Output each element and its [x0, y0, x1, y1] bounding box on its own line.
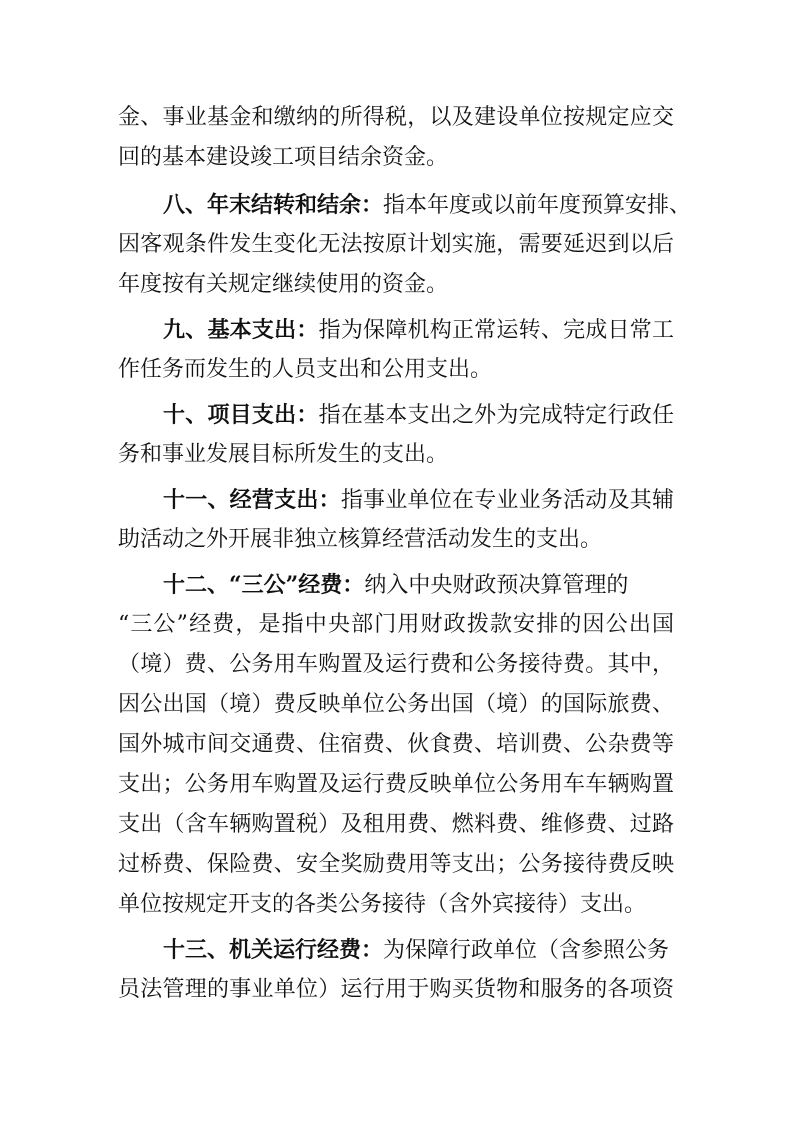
paragraph-text: 为保障行政单位（含参照公务 — [383, 938, 670, 963]
body-text-line — [118, 651, 674, 679]
body-text-line — [118, 771, 674, 799]
paragraph-text: 国外城市间交通费、住宿费、伙食费、培训费、公杂费等 — [118, 732, 674, 757]
body-text-line — [118, 691, 674, 719]
section-heading-line — [163, 571, 674, 599]
paragraph-text: 指在基本支出之外为完成特定行政任 — [318, 403, 674, 428]
body-text-line — [118, 441, 674, 469]
paragraph-text: 作任务而发生的人员支出和公用支出。 — [118, 357, 493, 382]
section-heading: 九、基本支出： — [163, 317, 319, 343]
paragraph-text: 员法管理的事业单位）运行用于购买货物和服务的各项资 — [118, 977, 674, 1002]
body-text-line — [118, 611, 674, 639]
section-heading: 十三、机关运行经费： — [163, 937, 384, 963]
body-text-line — [118, 271, 674, 299]
paragraph-text: 支出（含车辆购置税）及租用费、燃料费、维修费、过路 — [118, 812, 674, 837]
body-text-line — [118, 104, 674, 132]
body-text-line — [118, 144, 674, 172]
section-heading-line — [163, 191, 692, 219]
paragraph-text: “三公”经费，是指中央部门用财政拨款安排的因公出国 — [118, 612, 674, 637]
paragraph-text: 支出；公务用车购置及运行费反映单位公务用车车辆购置 — [118, 772, 674, 797]
section-heading-line — [163, 401, 674, 429]
paragraph-text: 单位按规定开支的各类公务接待（含外宾接待）支出。 — [118, 892, 647, 917]
body-text-line — [118, 811, 674, 839]
body-text-line — [118, 891, 674, 919]
paragraph-text: （境）费、公务用车购置及运行费和公务接待费。其中， — [118, 652, 674, 677]
paragraph-text: 纳入中央财政预决算管理的 — [364, 573, 629, 598]
paragraph-text: 指事业单位在专业业务活动及其辅 — [340, 488, 674, 513]
body-text-line — [118, 851, 674, 879]
paragraph-text: 金、事业基金和缴纳的所得税，以及建设单位按规定应交 — [118, 105, 674, 130]
section-heading: 十二、“三公”经费： — [163, 572, 365, 598]
paragraph-text: 务和事业发展目标所发生的支出。 — [118, 442, 449, 467]
section-heading: 十、项目支出： — [163, 402, 319, 428]
paragraph-text: 过桥费、保险费、安全奖励费用等支出；公务接待费反映 — [118, 852, 674, 877]
paragraph-text: 因客观条件发生变化无法按原计划实施，需要延迟到以后 — [118, 232, 674, 257]
section-heading-line — [163, 316, 674, 344]
paragraph-text: 指为保障机构正常运转、完成日常工 — [318, 318, 674, 343]
paragraph-text: 因公出国（境）费反映单位公务出国（境）的国际旅费、 — [118, 692, 674, 717]
paragraph-text: 助活动之外开展非独立核算经营活动发生的支出。 — [118, 527, 603, 552]
section-heading: 八、年末结转和结余： — [163, 192, 384, 218]
body-text-line — [118, 356, 674, 384]
section-heading-line — [163, 936, 674, 964]
body-text-line — [118, 976, 674, 1004]
body-text-line — [118, 526, 674, 554]
body-text-line — [118, 731, 674, 759]
paragraph-text: 年度按有关规定继续使用的资金。 — [118, 272, 449, 297]
body-text-line — [118, 231, 674, 259]
paragraph-text: 指本年度或以前年度预算安排、 — [383, 193, 692, 218]
section-heading-line — [163, 486, 674, 514]
paragraph-text: 回的基本建设竣工项目结余资金。 — [118, 145, 449, 170]
section-heading: 十一、经营支出： — [163, 487, 341, 513]
